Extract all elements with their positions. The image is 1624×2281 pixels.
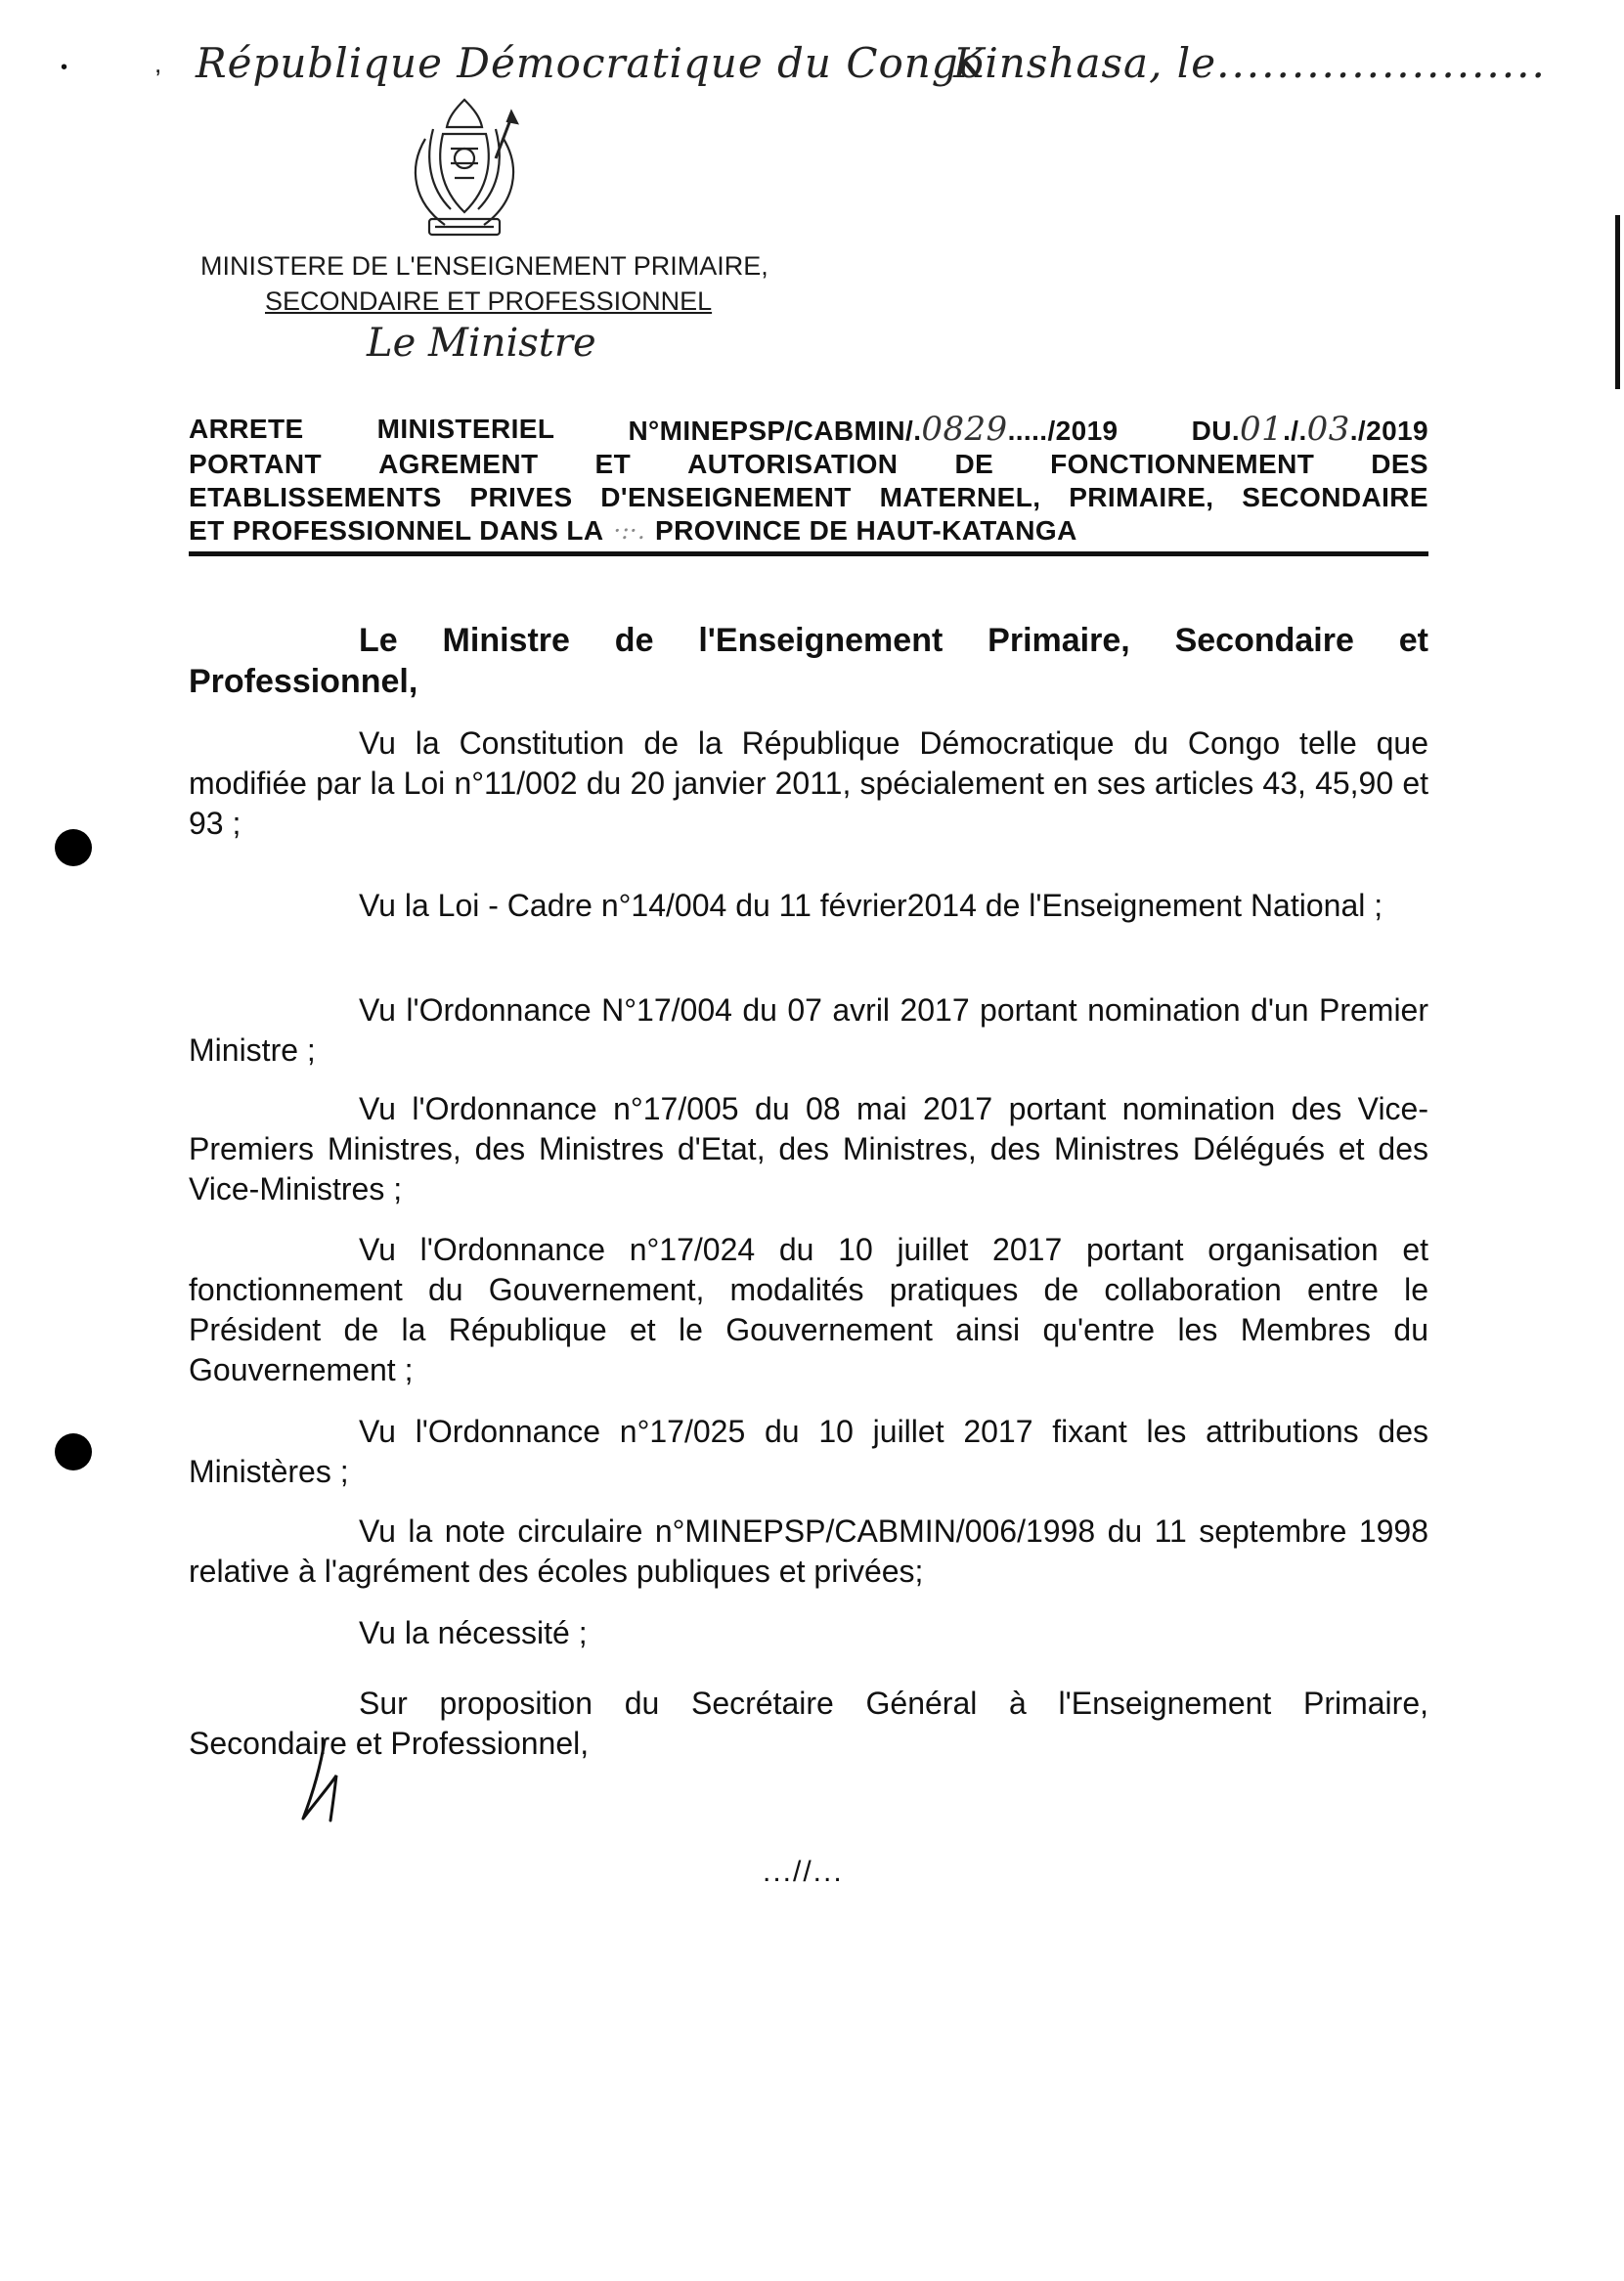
header-place-dots: ...................... <box>1216 39 1547 87</box>
title-word: PRIMAIRE, <box>1069 482 1214 512</box>
body-paragraph <box>189 990 1428 1071</box>
title-word: AUTORISATION <box>687 449 899 479</box>
paragraph-proposition: Sur proposition du Secrétaire Général à l'Enseignement Primaire, Secondaire et Professionnel, <box>189 1686 1428 1761</box>
date-separator: ./. <box>1283 416 1307 446</box>
title-word: FONCTIONNEMENT <box>1050 449 1315 479</box>
date-du: DU. <box>1191 416 1241 446</box>
body-paragraph <box>189 1684 1428 1764</box>
coat-of-arms-icon <box>386 90 543 246</box>
minister-heading: Le Ministre de l'Enseignement Primaire, Secondaire et Professionnel, <box>189 622 1428 700</box>
title-line-1 <box>189 410 1428 449</box>
title-reference <box>628 410 1119 449</box>
initials-signature-icon <box>295 1736 346 1824</box>
header-place: Kinshasa, le <box>953 39 1217 87</box>
title-word: PORTANT <box>189 449 323 479</box>
body-paragraph <box>189 1613 1428 1653</box>
title-line-4 <box>189 514 1428 548</box>
paragraph-ordonnance-004: Vu l'Ordonnance N°17/004 du 07 avril 2017 portant nomination d'un Premier Ministre ; <box>189 992 1428 1068</box>
le-ministre: Le Ministre <box>367 321 596 366</box>
strikeout-mark: ·:·. <box>613 517 646 545</box>
body-minister <box>189 620 1428 702</box>
body-paragraph <box>189 1230 1428 1390</box>
handwritten-month: 03 <box>1306 410 1350 449</box>
paragraph-note-circulaire: Vu la note circulaire n°MINEPSP/CABMIN/006/1998 du 11 septembre 1998 relative à l'agrément des écoles publiques et privées; <box>189 1513 1428 1589</box>
title-word: AGREMENT <box>378 449 539 479</box>
body-paragraph <box>189 724 1428 844</box>
title-word: MATERNEL, <box>879 482 1041 512</box>
ministry-line-2: SECONDAIRE ET PROFESSIONNEL <box>265 286 713 316</box>
title-word: ARRETE <box>189 414 304 444</box>
body-paragraph <box>189 1412 1428 1492</box>
scan-mark: , <box>154 49 162 78</box>
paragraph-loi-cadre: Vu la Loi - Cadre n°14/004 du 11 février2014 de l'Enseignement National ; <box>359 888 1383 923</box>
title-divider <box>189 551 1428 556</box>
title-word: SECONDAIRE <box>1242 482 1428 512</box>
title-word: DE <box>954 449 994 479</box>
title-line-4-end: PROVINCE DE HAUT-KATANGA <box>655 515 1077 546</box>
date-year: ./2019 <box>1349 416 1428 446</box>
paragraph-necessite: Vu la nécessité ; <box>359 1615 588 1650</box>
punch-hole <box>55 829 92 866</box>
ministry-name <box>200 248 768 319</box>
header-republic: République Démocratique du Congo <box>196 39 985 87</box>
ministry-line-1: MINISTERE DE L'ENSEIGNEMENT PRIMAIRE, <box>200 251 768 281</box>
handwritten-day: 01 <box>1240 410 1284 449</box>
paragraph-ordonnance-024: Vu l'Ordonnance n°17/024 du 10 juillet 2017 portant organisation et fonctionnement du Gouvernement, modalités pratiques de collaboration entre le Président de la République et le Gouvernement ainsi qu'entre les Membres du Gouvernement ; <box>189 1232 1428 1387</box>
paragraph-constitution: Vu la Constitution de la République Démocratique du Congo telle que modifiée par la Loi n°11/002 du 20 janvier 2011, spécialement en ses articles 43, 45,90 et 93 ; <box>189 725 1428 841</box>
title-word: MINISTERIEL <box>376 414 555 444</box>
ref-prefix: N°MINEPSP/CABMIN/. <box>628 416 922 446</box>
body-paragraph <box>189 886 1428 926</box>
title-word: PRIVES <box>469 482 573 512</box>
scan-edge-bar <box>1615 215 1620 389</box>
title-date <box>1191 410 1428 449</box>
decree-title <box>189 410 1428 548</box>
paragraph-ordonnance-005: Vu l'Ordonnance n°17/005 du 08 mai 2017 portant nomination des Vice-Premiers Ministres, des Ministres d'Etat, des Ministres, des Ministres Délégués et des Vice-Ministres ; <box>189 1091 1428 1206</box>
ref-suffix: ...../2019 <box>1007 416 1119 446</box>
handwritten-ref-number: 0829 <box>921 410 1008 449</box>
header-place-date <box>953 39 1547 87</box>
scan-mark: • <box>61 57 68 78</box>
title-word: ETABLISSEMENTS <box>189 482 442 512</box>
body-paragraph <box>189 1512 1428 1592</box>
title-word: ET <box>594 449 632 479</box>
title-line-4-start: ET PROFESSIONNEL DANS LA <box>189 515 604 546</box>
title-word: D'ENSEIGNEMENT <box>600 482 852 512</box>
title-word: DES <box>1371 449 1428 479</box>
title-line-2 <box>189 448 1428 481</box>
punch-hole <box>55 1433 92 1470</box>
continuation-mark: ...//... <box>763 1856 844 1888</box>
title-line-3 <box>189 481 1428 514</box>
body-paragraph <box>189 1089 1428 1209</box>
paragraph-ordonnance-025: Vu l'Ordonnance n°17/025 du 10 juillet 2017 fixant les attributions des Ministères ; <box>189 1414 1428 1489</box>
